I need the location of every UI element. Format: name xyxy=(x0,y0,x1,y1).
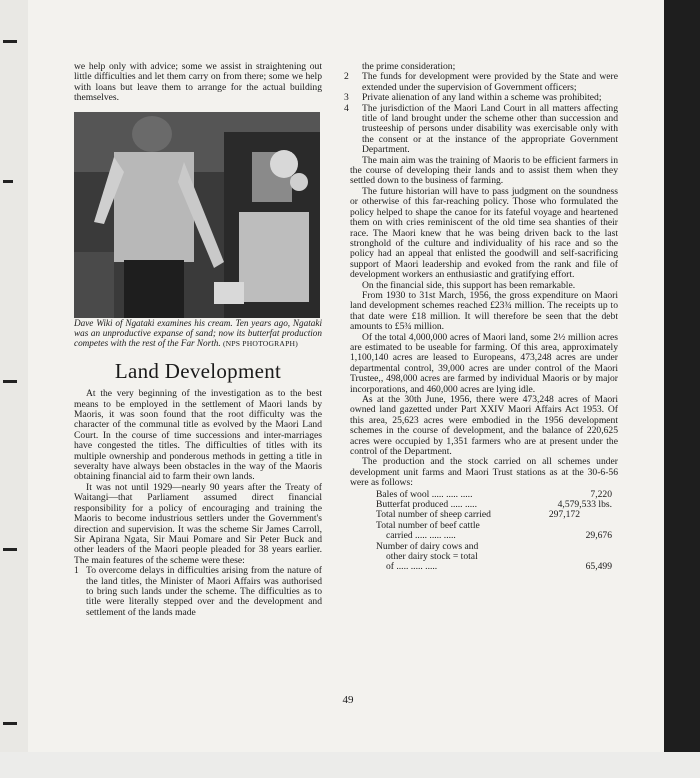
stat-label: carried ..... ..... ..... xyxy=(386,530,456,542)
feature-number: 2 xyxy=(344,71,349,83)
feature-text: The funds for development were provided by the State and were extended under the supervision of Government officers; xyxy=(362,71,618,93)
intro-paragraph: we help only with advice; some we assist in straightening out little difficulties and let them carry on from there; some we help with loans but leave them to arrange for the actual building themselves. xyxy=(74,61,322,104)
section-heading: Land Development xyxy=(114,359,282,384)
paragraph: The future historian will have to pass judgment on the soundness or otherwise of this far-reaching policy. Those who formulated the policy helped to shape the canoe for its fateful voyage and heartened them on with cries reminiscent of the old time sea shanties of their race. The Maori knew that he was being driven back to the last stronghold of the culture and individuality of his race and so the policy had an appeal that enlisted the goodwill and self-sacrificing support of Maori leadership and evoked from the rank and file of development workers an enthusiastic and gratifying effort. xyxy=(350,185,618,281)
feature-item xyxy=(344,102,618,156)
stat-label: Total number of beef cattle xyxy=(376,519,480,531)
feature-number: 1 xyxy=(74,565,79,577)
paragraph: The main aim was the training of Maoris to be efficient farmers in the course of developing their lands and to assist them when they settled down to the business of farming. xyxy=(350,154,618,187)
binding-mark xyxy=(3,548,17,551)
right-column xyxy=(344,61,618,573)
photograph xyxy=(74,112,320,318)
stat-label: Number of dairy cows and xyxy=(376,540,479,552)
stat-label: Bales of wool ..... ..... ..... xyxy=(376,488,473,500)
stat-row xyxy=(350,562,618,572)
binding-mark xyxy=(3,40,17,43)
stat-label: Butterfat produced ..... ..... xyxy=(376,499,477,511)
binding-mark xyxy=(3,722,17,725)
document-page xyxy=(28,0,664,752)
scan-bottom-strip xyxy=(0,752,700,778)
left-column xyxy=(74,62,322,618)
page-number: 49 xyxy=(342,694,354,706)
paragraph: On the financial side, this support has been remarkable. xyxy=(362,279,576,291)
stat-label: of ..... ..... ..... xyxy=(386,561,438,573)
production-stats xyxy=(350,490,618,573)
photo-credit: (NPS PHOTOGRAPH) xyxy=(222,339,298,349)
continued-text: the prime consideration; xyxy=(362,61,456,72)
feature-item xyxy=(74,566,322,618)
feature-text: Private alienation of any land within a scheme was prohibited; xyxy=(362,92,602,104)
stat-value: 297,172 xyxy=(548,509,580,521)
binding-margin xyxy=(0,0,28,778)
stat-value: 4,579,533 lbs. xyxy=(557,499,612,511)
feature-text: The jurisdiction of the Maori Land Court in all matters affecting title of land brought under the scheme other than succession and trusteeship of persons under disability was exercisable only with the consent or at the instance of the appropriate Government Department. xyxy=(362,102,618,156)
feature-item xyxy=(344,71,618,93)
paragraph: Of the total 4,000,000 acres of Maori land, some 2½ million acres are estimated to be useable for farming. Of this area, approximately 1,100,140 acres are leased to Europeans, 473,248 acres are under departmental control, 39,000 acres are under control of the Maori Trustee,, 498,000 acres are farmed by individual Maoris or by major incorporations, and 460,000 acres are lying idle. xyxy=(350,331,618,395)
feature-text: To overcome delays in difficulties arising from the nature of the land titles, the Minister of Maori Affairs was authorised to bring such lands under the scheme. The difficulties as to title were literally stepped over and the development and settlement of the lands made xyxy=(86,565,322,618)
stat-value: 7,220 xyxy=(590,488,612,500)
stat-value: 29,676 xyxy=(585,530,612,542)
feature-number: 4 xyxy=(344,102,349,114)
paragraph: At the very beginning of the investigation as to the best means to be employed in the settlement of Maori lands by Maoris, it was soon found that the root difficulty was the character of the communal title as evolved by the Maori Land Court. In the course of time successions and inter-marriages have congested the titles. The difficulties of titles with its multiple ownership and ponderous methods in getting a title in severalty have always been obstacles in the way of the Maoris obtaining financial aid to farm their own lands. xyxy=(74,388,322,483)
binding-mark xyxy=(3,380,17,383)
paragraph: From 1930 to 31st March, 1956, the gross expenditure on Maori land development schemes reached £23¾ million. The receipts up to that date were £18 million. It will therefore be seen that the debt amounts to £5¾ million. xyxy=(350,289,618,333)
feature-number: 3 xyxy=(344,92,349,104)
stat-label: other dairy stock = total xyxy=(386,551,478,562)
stat-value: 65,499 xyxy=(585,561,612,573)
caption-text: Dave Wiki of Ngataki examines his cream. Ten years ago, Ngataki was an unproductive expanse of sand; now its butterfat production competes with the rest of the Far North. xyxy=(74,317,322,349)
photo-caption xyxy=(74,318,322,350)
stat-label: Total number of sheep carried xyxy=(376,509,491,521)
binding-mark xyxy=(3,180,13,183)
paragraph: It was not until 1929—nearly 90 years after the Treaty of Waitangi—that Parliament assumed direct financial responsibility for a policy of encouraging and training the Maoris to become industrious settlers under the Government's direction and supervision. It was the scheme Sir James Carroll, Sir Apirana Ngata, Sir Maui Pomare and Sir Peter Buck and other leaders of the Maori people pleaded for 38 years earlier. The main features of the scheme were these: xyxy=(74,481,322,566)
paragraph: The production and the stock carried on all schemes under development unit farms and Maori Trust stations as at the 30-6-56 were as follows: xyxy=(350,456,618,489)
paragraph: As at the 30th June, 1956, there were 473,248 acres of Maori owned land gazetted under Part XXIV Maori Affairs Act 1953. Of this area, 25,623 acres were embodied in the 1956 development schemes in the course of development, and the balance of 220,625 acres were occupied by 1,351 farmers who are at present under the control of the Department. xyxy=(350,394,618,458)
